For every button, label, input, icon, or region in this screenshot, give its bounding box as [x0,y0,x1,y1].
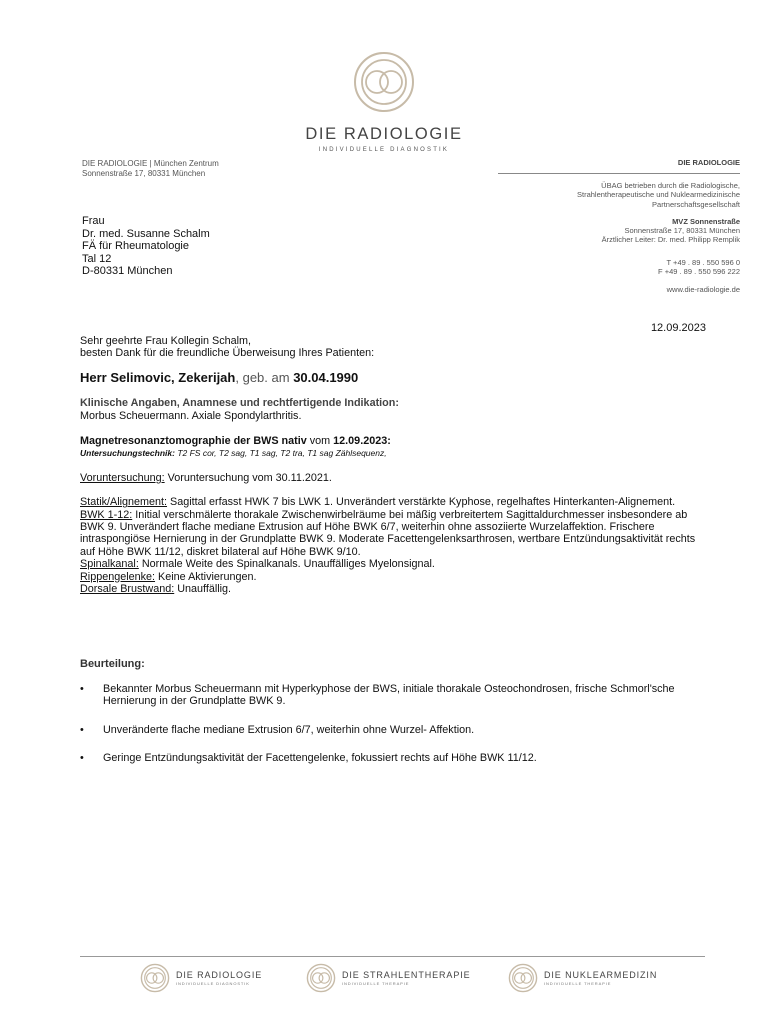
exam-title: Magnetresonanztomographie der BWS nativ [80,435,307,448]
assessment-item [80,752,710,764]
assessment-text: Geringe Entzündungsaktivität der Facettengelenke, fokussiert rechts auf Höhe BWK 11/12. [103,752,537,765]
footer-brand-name: DIE RADIOLOGIE [176,970,263,980]
sender-line-2: Sonnenstraße 17, 80331 München [82,169,206,178]
bwk-text: Initial verschmälerte thorakale Zwischenwirbelräume bei mäßig verbreitertem Sagittaldurchmesser insbesondere ab BWK 9. Unverändert flache mediane Extrusion auf Höhe BWK 6/7, weiterhin ohne assoziierte Wurzelaffektion. Frischere intraspongiöse Hernierung in der Grundplatte BWK 9. Moderate Facettengelenksarthrosen, wertbare Entzündungsaktivität rechts auf Höhe BWK 11/12, diskret bilateral auf Höhe BWK 9/10. [80,508,696,558]
patient-dob: 30.04.1990 [293,369,359,385]
exam-technique [80,447,710,459]
fax-number: F +49 . 89 . 550 596 222 [658,267,740,277]
right-header-divider [498,173,740,174]
statik-text: Sagittal erfasst HWK 7 bis LWK 1. Unverändert verstärkte Kyphose, regelhaftes Hinterkanten-Alignement. [170,496,676,509]
clinical-title: Klinische Angaben, Anamnese und rechtfertigende Indikation: [80,397,399,410]
footer-brands [80,963,705,993]
recipient-line-4: Tal 12 [82,252,112,265]
recipient-line-2: Dr. med. Susanne Schalm [82,227,210,240]
footer-divider [80,956,705,957]
brand-name: DIE RADIOLOGIE [305,125,463,143]
statik-label: Statik/Alignement: [80,496,168,509]
greeting-line-2: besten Dank für die freundliche Überweisung Ihres Patienten: [80,347,375,360]
assessment-item [80,683,710,708]
finding-dorsal [80,583,710,595]
mvz-name: MVZ Sonnenstraße [672,216,740,226]
recipient-line-5: D-80331 München [82,265,173,278]
finding-bwk [80,509,710,559]
finding-statik [80,496,710,508]
radiologie-logo-icon [352,50,416,114]
bullet-icon: • [80,683,84,695]
mvz-address: Sonnenstraße 17, 80331 München [624,226,740,236]
spinal-label: Spinalkanal: [80,558,139,571]
nuklearmedizin-logo-icon [508,963,538,993]
ubag-line-3: Partnerschaftsgesellschaft [652,199,740,209]
recipient-line-3: FÄ für Rheumatologie [82,240,189,253]
bullet-icon: • [80,723,84,736]
recipient-line-1: Frau [82,215,105,227]
assessment-list [80,683,710,781]
footer-brand-name: DIE NUKLEARMEDIZIN [544,970,658,980]
footer-brand-sub: INDIVIDUELLE THERAPIE [342,981,410,986]
findings [80,496,710,595]
born-label: , geb. am [235,369,290,385]
spinal-text: Normale Weite des Spinalkanals. Unauffälliges Myelonsignal. [141,558,435,571]
clinical-text: Morbus Scheuermann. Axiale Spondylarthritis. [80,409,302,422]
technique-label: Untersuchungstechnik: [80,448,175,459]
assessment-title: Beurteilung: [80,658,145,670]
dorsal-text: Unauffällig. [177,583,232,596]
medical-director: Ärztlicher Leiter: Dr. med. Philipp Remplik [601,235,740,245]
assessment-item [80,724,710,736]
exam-date: 12.09.2023: [333,435,391,448]
dorsal-label: Dorsale Brustwand: [80,583,175,596]
exam-title-line [80,435,710,447]
assessment-text: Bekannter Morbus Scheuermann mit Hyperkyphose der BWS, initiale thorakale Osteochondrosen, frische Schmorl'sche Hernierung in der Grundplatte BWK 9. [103,683,675,708]
finding-spinal [80,558,710,570]
footer-brand-radiologie [140,963,262,993]
strahlentherapie-logo-icon [306,963,336,993]
letter-body [80,335,710,596]
brand-tagline: INDIVIDUELLE DIAGNOSTIK [318,147,450,153]
practice-info [480,181,740,295]
ubag-line-2: Strahlentherapeutische und Nuklearmedizinische [576,190,740,200]
phone-number: T +49 . 89 . 550 596 0 [666,257,740,267]
greeting-line-1: Sehr geehrte Frau Kollegin Schalm, [80,335,252,347]
right-header-title: DIE RADIOLOGIE [677,158,740,167]
footer-brand-sub: INDIVIDUELLE THERAPIE [544,981,612,986]
rippen-label: Rippengelenke: [80,570,156,583]
radiologie-logo-icon [140,963,170,993]
prior-label: Voruntersuchung: [80,471,165,484]
letter-date: 12.09.2023 [650,322,706,334]
patient-line [80,369,710,385]
sender-line-1: DIE RADIOLOGIE | München Zentrum [82,159,219,168]
prior-exam [80,472,710,484]
footer-brand-strahlentherapie [306,963,471,993]
technique-text: T2 FS cor, T2 sag, T1 sag, T2 tra, T1 sag Zählsequenz, [177,448,387,459]
patient-name: Herr Selimovic, Zekerijah [80,369,236,385]
bullet-icon: • [80,752,84,765]
bwk-label: BWK 1-12: [80,508,133,521]
website-link[interactable]: www.die-radiologie.de [666,285,740,295]
footer-brand-name: DIE STRAHLENTHERAPIE [342,970,471,980]
rippen-text: Keine Aktivierungen. [158,570,257,583]
prior-text: Voruntersuchung vom 30.11.2021. [167,471,332,484]
letterhead-logo [0,50,768,153]
exam-date-prefix: vom [309,435,331,448]
finding-rippen [80,571,710,583]
assessment-text: Unveränderte flache mediane Extrusion 6/7, weiterhin ohne Wurzel- Affektion. [103,723,475,736]
recipient-address [82,215,210,278]
footer-brand-nuklearmedizin [508,963,657,993]
ubag-line-1: ÜBAG betrieben durch die Radiologische, [601,181,740,190]
footer-brand-sub: INDIVIDUELLE DIAGNOSTIK [176,981,250,986]
sender-address [82,159,219,179]
